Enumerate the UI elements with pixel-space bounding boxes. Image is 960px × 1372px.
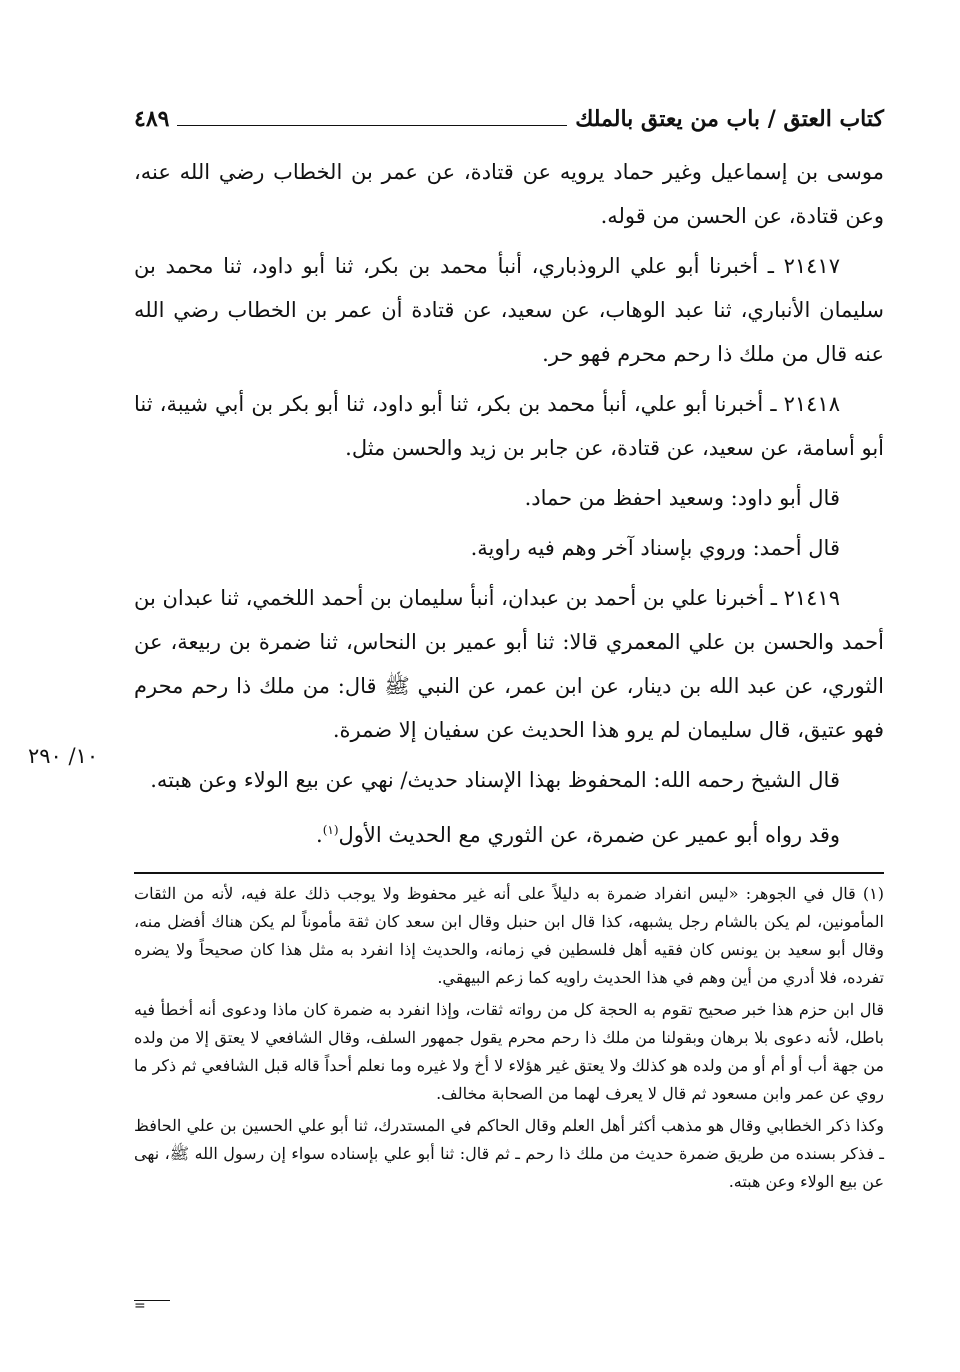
ahmad-comment: قال أحمد: وروي بإسناد آخر وهم فيه راوية. bbox=[470, 536, 840, 560]
footnote-separator bbox=[134, 872, 884, 874]
running-header bbox=[134, 96, 884, 132]
hadith-21417: ٢١٤١٧ ـ أخبرنا أبو علي الروذباري، أنبأ محمد بن بكر، ثنا أبو داود، ثنا محمد بن سليمان الأنباري، ثنا عبد الوهاب، عن سعيد، عن قتادة أن عمر بن الخطاب رضي الله عنه قال من ملك ذا رحم محرم فهو حر. bbox=[134, 254, 884, 366]
sheikh-comment: قال الشيخ رحمه الله: المحفوظ بهذا الإسناد حديث/ نهي عن بيع الولاء وعن هبته. bbox=[150, 768, 840, 792]
continuation-mark: = bbox=[134, 1300, 170, 1311]
margin-volume-page-ref: ١٠/ ٢٩٠ bbox=[28, 744, 99, 768]
final-paragraph-end: . bbox=[316, 823, 323, 847]
chapter-title: كتاب العتق / باب من يعتق بالملك bbox=[575, 106, 884, 132]
final-paragraph-text: وقد رواه أبو عمير عن ضمرة، عن الثوري مع الحديث الأول bbox=[338, 823, 840, 847]
footnote-1-ibn-hazm: قال ابن حزم هذا خبر صحيح تقوم به الحجة كل من رواته ثقات، وإذا انفرد به ضمرة كان ماذا ودعوى أنه أخطأ فيه باطل، لأنه دعوى بلا برهان وبقولنا من ملك ذا رحم محرم يقول جمهور السلف، وقال الشافعي لا يعتق إلا من ولده من جهة أب أو أم أو من ولده هو كذلك ولا يعتق غير هؤلاء لا أخ ولا غيره وما نعلم أحداً قاله قبل الشافعي ثم ذكر ما روي عن عمر وابن مسعود ثم قال لا يعرف لهما من الصحابة مخالف. bbox=[134, 1000, 884, 1103]
paragraph-continuation: موسى بن إسماعيل وغير حماد يرويه عن قتادة، عن عمر بن الخطاب رضي الله عنه، وعن قتادة، عن الحسن من قوله. bbox=[134, 160, 884, 228]
hadith-21418: ٢١٤١٨ ـ أخبرنا أبو علي، أنبأ محمد بن بكر، ثنا أبو داود، ثنا أبو بكر بن أبي شيبة، ثنا أبو أسامة، عن سعيد، عن قتادة، عن جابر بن زيد والحسن مثل. bbox=[134, 392, 884, 460]
footnote-ref: (١) bbox=[322, 823, 339, 837]
header-rule bbox=[177, 125, 567, 126]
footnote-1: (١) قال في الجوهر: «ليس انفراد ضمرة به دليلاً على أنه غير محفوظ ولا يوجب ذلك علة فيه، لأنه من الثقات المأمونين، لم يكن بالشام رجل يشبهه، كذا قال ابن حنبل وقال ابن سعد كان ثقة مأموناً لم يكن هناك أفضل منه، وقال أبو سعيد بن يونس كان فقيه أهل فلسطين في زمانه، والحديث إذا انفرد به مثل هذا كان صحيحاً ولا يضره تفرده، فلا أدري من أين وهم في هذا الحديث راويه كما زعم البيهقي. bbox=[134, 884, 884, 987]
main-text bbox=[134, 150, 884, 863]
page-number: ٤٨٩ bbox=[134, 106, 170, 132]
final-paragraph bbox=[134, 808, 884, 857]
abu-dawud-comment: قال أبو داود: وسعيد احفظ من حماد. bbox=[524, 486, 840, 510]
hadith-21419: ٢١٤١٩ ـ أخبرنا علي بن أحمد بن عبدان، أنبأ سليمان بن أحمد اللخمي، ثنا عبدان بن أحمد والحسن بن علي المعمري قالا: ثنا أبو عمير بن النحاس، ثنا ضمرة بن ربيعة، عن الثوري، عن عبد الله بن دينار، عن ابن عمر، عن النبي ﷺ قال: من ملك ذا رحم محرم فهو عتيق، قال سليمان لم يرو هذا الحديث عن سفيان إلا ضمرة. bbox=[133, 586, 884, 742]
footnote-1-khattabi: وكذا ذكر الخطابي وقال هو مذهب أكثر أهل العلم وقال الحاكم في المستدرك، ثنا أبو علي الحسين بن علي الحافظ ـ فذكر بسنده من طريق ضمرة حديث من ملك ذا رحم ـ ثم قال: ثنا أبو علي بإسناده سواء إن رسول الله ﷺ، نهى عن بيع الولاء وعن هبته. bbox=[134, 1116, 884, 1191]
footnotes bbox=[134, 880, 884, 1200]
